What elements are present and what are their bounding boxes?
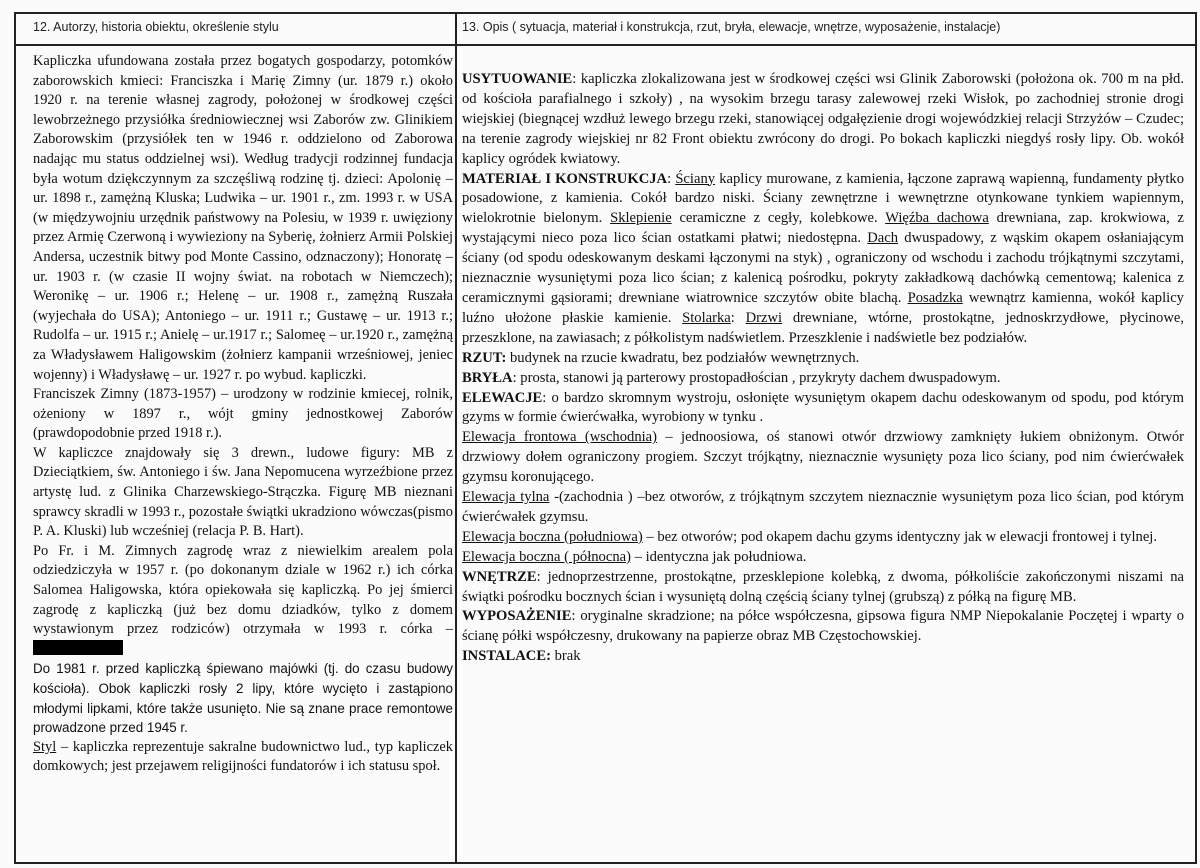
situation-label: USYTUOWANIE bbox=[462, 71, 573, 87]
floor-label: Posadzka bbox=[907, 289, 963, 306]
history-paragraph-inheritance bbox=[33, 542, 453, 660]
right-border bbox=[1195, 12, 1197, 864]
furnishing-paragraph bbox=[462, 607, 1184, 647]
material-text: : bbox=[730, 309, 746, 326]
material-paragraph bbox=[462, 170, 1184, 349]
plan-text: budynek na rzucie kwadratu, bez podziałów wewnętrznych. bbox=[506, 349, 860, 366]
material-text: : bbox=[667, 170, 676, 187]
history-paragraph-style bbox=[33, 738, 453, 777]
style-label: Styl bbox=[33, 738, 57, 755]
rear-elevation-label: Elewacja tylna bbox=[462, 489, 550, 506]
top-border bbox=[14, 12, 1197, 14]
style-text: – kapliczka reprezentuje sakralne budownictwo lud., typ kapliczek domkowych; jest przejawem religijności fundatorów i ich statusu społ. bbox=[33, 738, 453, 775]
redaction-bar bbox=[33, 640, 123, 655]
installations-text: brak bbox=[550, 648, 581, 665]
material-label: MATERIAŁ I KONSTRUKCJA bbox=[462, 170, 668, 187]
furnishing-label: WYPOSAŻENIE bbox=[462, 608, 572, 625]
front-elevation-text: – jednoosiowa, oś stanowi otwór drzwiowy zamknięty łukiem obniżonym. Otwór drzwiowy dołem ograniczony progiem. Szczyt trójkątny, nieznacznie wysunięty poza lico ściany, pod nim ćwierćwałek gzymsu koronującego. bbox=[462, 429, 1184, 486]
history-paragraph-founding: Kapliczka ufundowana została przez bogatych gospodarzy, potomków zaborowskich kmieci: Franciszka i Marię Zimny (ur. 1879 r.) około 1920 r. na terenie własnej zagrody, położonej w środkowej części lewobrzeżnego przysiółka średniowiecznej wsi Zaborów zw. Glinikiem Zaborowskim (przysiółek ten w 1946 r. oddzielono od Zaborowa nadając mu status oddzielnej wsi). Według tradycji rodzinnej fundacja była wotum dziękczynnym za szczęśliwą rodzinę tj. dzieci: Apolonię – ur. 1898 r., zamężną Kluska; Ludwika – ur. 1901 r., zm. 1993 r. w USA (w międzywojniu urzędnik państwowy na Polesiu, w 1939 r. uwięziony przez Armię Czerwoną i wywieziony na Syberię, żołnierz Armii Polskiej Andersa, uczestnik bitwy pod Monte Cassino, odznaczony); Honoratę – ur. 1903 r. (w czasie II wojny świat. na robotach w Niemczech); Weronikę – ur. 1906 r.; Helenę – ur. 1908 r., zamężną Ruszała (wyjechała do USA); Antoniego – ur. 1911 r.; Gustawę – ur. 1913 r.; Rudolfa – ur. 1915 r.; Anielę – ur.1917 r.; Salomeę – ur.1920 r., zamężną za Władysławem Haligowskim (żołnierz kampanii wrześniowej, jeniec wojenny) i Władysławę – ur. 1927 r. po wybud. kapliczki. bbox=[33, 53, 453, 383]
front-elevation-label: Elewacja frontowa (wschodnia) bbox=[462, 429, 658, 446]
column-divider bbox=[455, 12, 457, 864]
situation-paragraph bbox=[462, 70, 1184, 170]
joinery-label: Stolarka bbox=[682, 309, 731, 326]
section-13-header: 13. Opis ( sytuacja, materiał i konstrukcja, rzut, bryła, elewacje, wnętrze, wyposażenie, instalacje) bbox=[462, 20, 1001, 34]
south-elevation-paragraph bbox=[462, 528, 1184, 548]
inheritance-text: Po Fr. i M. Zimnych zagrodę wraz z niewielkim arealem pola odziedziczyła w 1957 r. (po dokonanym dziale w 1962 r.) ich córka Salomea Haligowska, która opiekowała się kapliczką. Po jej śmierci zagrodę z kapliczką (już bez domu dziadków, tylko z domem wystawionym przez rodziców) otrzymała w 1993 r. córka – bbox=[33, 542, 453, 638]
history-paragraph-may-devotions: Do 1981 r. przed kapliczką śpiewano majówki (tj. do czasu budowy kościoła). Obok kapliczki rosły 2 lipy, które wycięto i zastąpiono młodymi lipkami, które także usunięto. Nie są znane prace remontowe prowadzone przed 1945 r. bbox=[33, 661, 453, 736]
mass-paragraph bbox=[462, 369, 1184, 389]
material-text: wewnątrz kamienna, wokół kaplicy luźno ułożone płaskie kamienie. bbox=[462, 289, 1184, 326]
south-elevation-label: Elewacja boczna (południowa) bbox=[462, 528, 643, 545]
rear-elevation-text: -(zachodnia ) –bez otworów, z trójkątnym szczytem nieznacznie wysuniętym poza lico ścian, pod którym ćwierćwałek gzymsu. bbox=[462, 489, 1184, 525]
front-elevation-paragraph bbox=[462, 428, 1184, 488]
installations-label: INSTALACE: bbox=[462, 648, 551, 665]
section-12-header: 12. Autorzy, historia obiektu, określenie stylu bbox=[33, 20, 279, 34]
history-paragraph-founder: Franciszek Zimny (1873-1957) – urodzony w rodzinie kmiecej, rolnik, ożeniony w 1897 r., wójt gminy jednostkowej Zaborów (prawdopodobnie przed 1918 r.). bbox=[33, 386, 453, 442]
material-text: ceramiczne z cegły, kolebkowe. bbox=[671, 210, 886, 227]
material-text: dwuspadowy, z wąskim okapem osłaniającym ściany (od spodu odeskowanym deskami łączonymi na styk) , ograniczony od wschodu i zachodu trójkątnymi szczytami, nieznacznie wysuniętymi poza lico ścian; z kalenicą pośrodku, pokryty zakładkową dachówką cementową; kalenica z ceramicznymi gąsiorami; drewniane wiatrownice szczytów obite blachą. bbox=[462, 230, 1184, 306]
elevations-paragraph bbox=[462, 389, 1184, 429]
description-column bbox=[462, 70, 1184, 667]
door-label: Drzwi bbox=[745, 309, 783, 326]
roof-label: Dach bbox=[867, 230, 899, 247]
north-elevation-text: – identyczna jak południowa. bbox=[630, 548, 807, 565]
mass-label: BRYŁA bbox=[462, 369, 513, 386]
plan-label: RZUT: bbox=[462, 349, 507, 366]
material-text: drewniana, zap. krokwiowa, z wystającymi nieco poza lico ścian ostatkami płatwi; niedostępna. bbox=[462, 210, 1184, 247]
rear-elevation-paragraph bbox=[462, 488, 1184, 528]
south-elevation-text: – bez otworów; pod okapem dachu gzyms identyczny jak w elewacji frontowej i tylnej. bbox=[642, 528, 1158, 545]
north-elevation-paragraph bbox=[462, 548, 1184, 568]
situation-text: : kapliczka zlokalizowana jest w środkowej części wsi Glinik Zaborowski (położona ok. 700 m na płd. od kościoła parafialnego i szkoły) , na wysokim brzegu tarasy zalewowej rzeki Wisłok, po zachodniej stronie drogi wiejskiej (biegnącej wzdłuż lewego brzegu rzeki, stanowiącej odgałęzienie drogi wojewódzkiej relacji Strzyżów – Czudec; na terenie zagrody wiejskiej nr 82 Front obiektu zwrócony do drogi. Po bokach kapliczki niegdyś rosły lipy. Ob. wokół kaplicy ogródek kwiatowy. bbox=[462, 71, 1184, 167]
bottom-border bbox=[14, 862, 1197, 864]
furnishing-text: : oryginalne skradzione; na półce współczesna, gipsowa figura NMP Niepokalanie Poczętej i wparty o ścianę półki współczesny, drukowany na papierze obraz MB Częstochowskiej. bbox=[462, 608, 1184, 645]
elevations-label: ELEWACJE bbox=[462, 389, 543, 406]
interior-text: : jednoprzestrzenne, prostokątne, przesklepione kolebką, z dwoma, półkoliście zakończonymi niszami na świątki pośrodku bocznych ścian i wysuniętą dolną częścią ściany tylnej (grubszą) z półką na figurę MB. bbox=[462, 568, 1184, 605]
elevations-text: : o bardzo skromnym wystroju, osłonięte wysuniętym okapem dachu odeskowanym od spodu, pod którym gzyms w formie ćwierćwałka, wyrobiony w tynku . bbox=[462, 389, 1184, 426]
interior-paragraph bbox=[462, 568, 1184, 608]
header-divider bbox=[14, 44, 1197, 46]
history-paragraph-figures: W kapliczce znajdowały się 3 drewn., ludowe figury: MB z Dzieciątkiem, św. Antoniego i św. Jana Nepomucena wyrzeźbione przez artystę lud. z Glinika Charzewskiego-Strączka. Figurę MB nieznani sprawcy skradli w 1993 r., pozostałe świątki ukradziono wówczas(pismo P. A. Kluski) lub wcześniej (relacja P. B. Hart). bbox=[33, 444, 453, 540]
interior-label: WNĘTRZE bbox=[462, 568, 537, 585]
walls-label: Ściany bbox=[675, 170, 716, 187]
mass-text: : prosta, stanowi ją parterowy prostopadłościan , przykryty dachem dwuspadowym. bbox=[512, 369, 1001, 386]
left-border bbox=[14, 12, 16, 864]
vault-label: Sklepienie bbox=[610, 210, 672, 227]
roof-truss-label: Więźba dachowa bbox=[885, 210, 989, 227]
material-text: drewniane, wtórne, prostokątne, jednoskrzydłowe, płycinowe, przeszklone, na zawiasach; z półkolistym nadświetlem. Przeszklenie i nadświetle bez podziałów. bbox=[462, 309, 1185, 346]
plan-paragraph bbox=[462, 349, 1184, 369]
material-text: kaplicy murowane, z kamienia, łączone zaprawą wapienną, fundamenty płytko posadowione, z kamienia. Cokół bardzo niski. Ściany zewnętrzne i wewnętrzne otynkowane tynkiem wapiennym, wielokrotnie bielonym. bbox=[462, 170, 1184, 227]
history-column bbox=[33, 52, 453, 777]
north-elevation-label: Elewacja boczna ( północna) bbox=[462, 548, 631, 565]
form-sheet bbox=[14, 12, 1197, 864]
installations-paragraph bbox=[462, 647, 1184, 667]
